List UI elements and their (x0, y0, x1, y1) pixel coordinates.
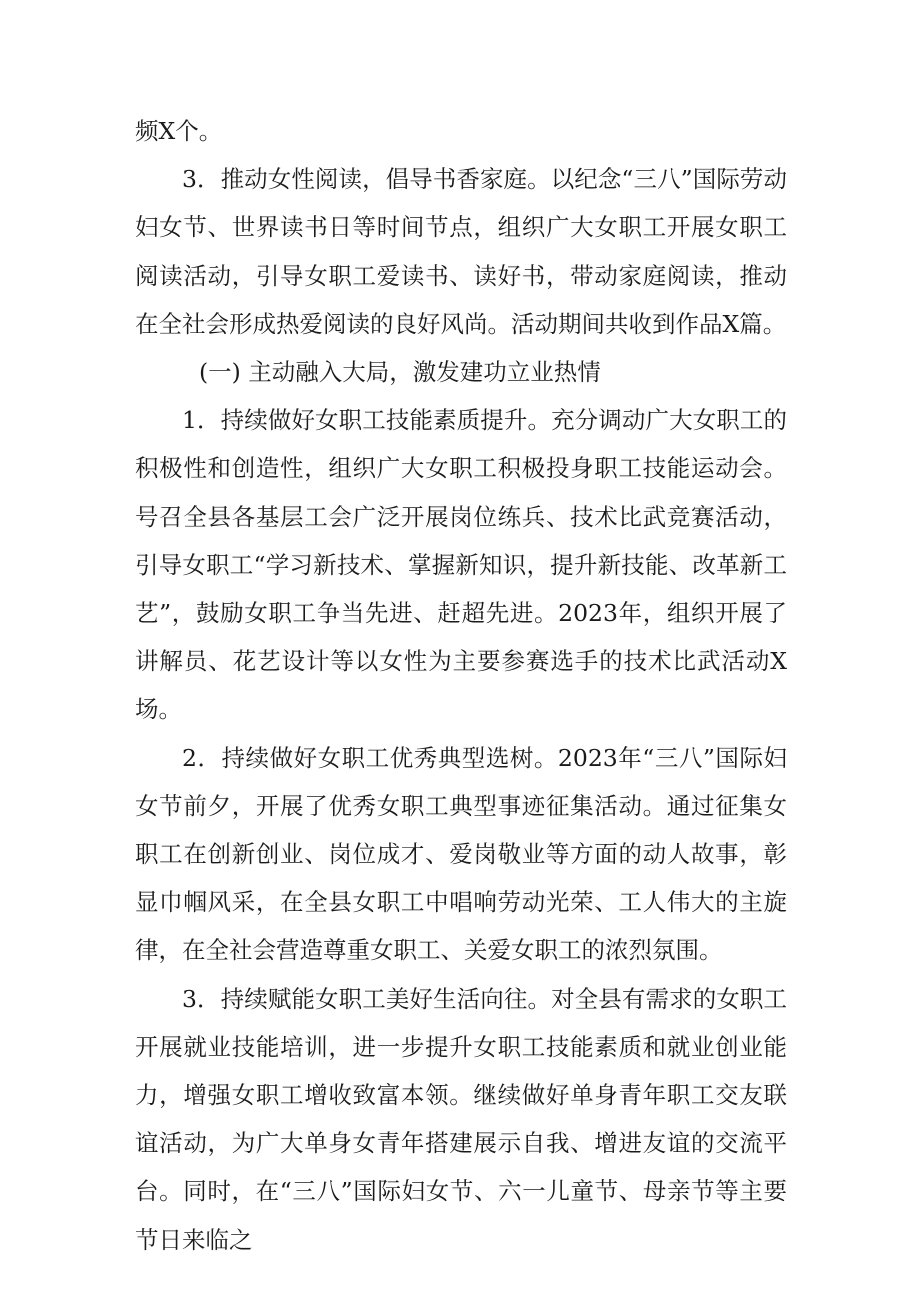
paragraph-skills-improvement: 1．持续做好女职工技能素质提升。充分调动广大女职工的积极性和创造性，组织广大女职工积极投身职工技能运动会。号召全县各基层工会广泛开展岗位练兵、技术比武竞赛活动，引导女职工“学习新技术、掌握新知识，提升新技能、改革新工艺”，鼓励女职工争当先进、赶超先进。2023年，组织开展了讲解员、花艺设计等以女性为主要参赛选手的技术比武活动X场。 (135, 406, 787, 724)
paragraph-continuation: 频X个。 (135, 117, 223, 145)
paragraph-role-models: 2．持续做好女职工优秀典型选树。2023年“三八”国际妇女节前夕，开展了优秀女职工典型事迹征集活动。通过征集女职工在创新创业、岗位成才、爱岗敬业等方面的动人故事，彰显巾帼风采，在全县女职工中唱响劳动光荣、工人伟大的主旋律，在全社会营造尊重女职工、关爱女职工的浓烈氛围。 (135, 743, 787, 965)
section-heading: (一) 主动融入大局，激发建功立业热情 (199, 358, 601, 387)
document-body (135, 107, 787, 1264)
paragraph-better-life: 3．持续赋能女职工美好生活向往。对全县有需求的女职工开展就业技能培训，进一步提升女职工技能素质和就业创业能力，增强女职工增收致富本领。继续做好单身青年职工交友联谊活动，为广大单身女青年搭建展示自我、增进友谊的交流平台。同时，在“三八”国际妇女节、六一儿童节、母亲节等主要节日来临之 (135, 984, 787, 1254)
paragraph-women-reading: 3．推动女性阅读，倡导书香家庭。以纪念“三八”国际劳动妇女节、世界读书日等时间节点，组织广大女职工开展女职工阅读活动，引导女职工爱读书、读好书，带动家庭阅读，推动在全社会形成热爱阅读的良好风尚。活动期间共收到作品X篇。 (135, 165, 787, 338)
